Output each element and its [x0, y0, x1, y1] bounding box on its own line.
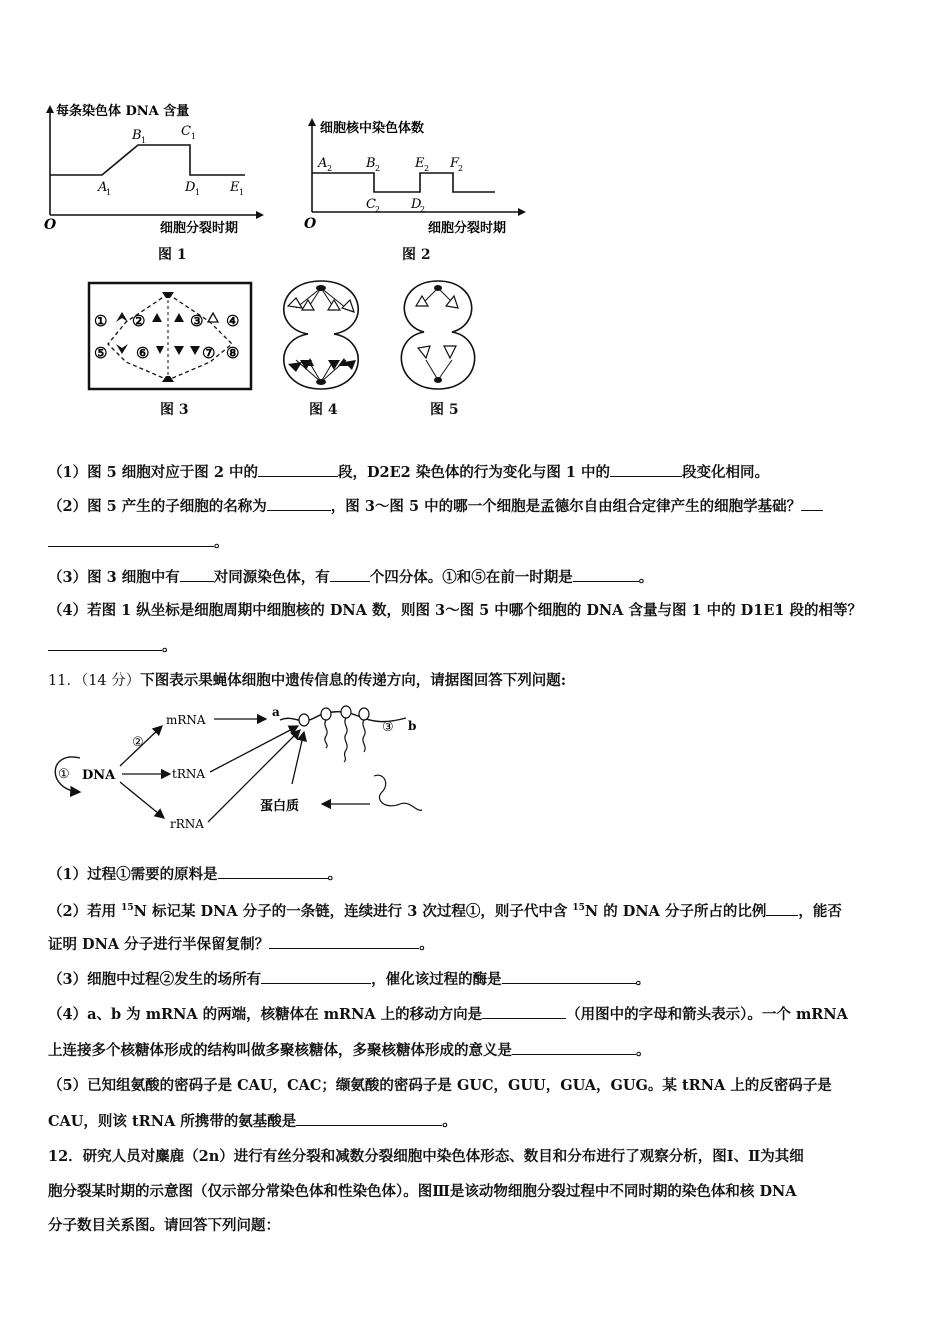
q11-header	[48, 671, 566, 691]
q12-line-3: 分子数目关系图。请回答下列问题：	[48, 1217, 280, 1234]
fig1-point-e: E	[230, 180, 240, 195]
fig2-point-a: A	[318, 156, 328, 171]
fig2-xlabel: 细胞分裂时期	[428, 221, 507, 236]
svg-text:2: 2	[375, 205, 381, 214]
fig5-caption: 图 5	[430, 402, 459, 418]
q12-line-1: 12．研究人员对麋鹿（2n）进行有丝分裂和减数分裂细胞中染色体形态、数目和分布进行了观察分析，图Ⅰ、Ⅱ为其细	[48, 1148, 804, 1165]
answer-blank[interactable]	[482, 1004, 566, 1019]
gene-expression-diagram	[44, 700, 434, 840]
fig1-origin: O	[44, 217, 57, 233]
fig2-caption: 图 2	[402, 247, 431, 263]
svg-text:1: 1	[141, 136, 147, 145]
q11-item-4-cont: 上连接多个核糖体形成的结构叫做多聚核糖体，多聚核糖体形成的意义是 。	[48, 1042, 651, 1059]
answer-blank[interactable]	[267, 496, 331, 511]
q10-item-2: （2）图 5 产生的子细胞的名称为 ，图 3～图 5 中的哪一个细胞是孟德尔自由组合定律产生的细胞学基础？	[48, 496, 823, 517]
answer-blank[interactable]	[801, 496, 823, 511]
answer-blank[interactable]	[610, 462, 682, 477]
mrna-end-b: b	[408, 719, 417, 733]
fig3-num-4: ④	[226, 312, 240, 330]
q10-item-2-cont: 。	[48, 532, 229, 553]
answer-blank[interactable]	[766, 901, 798, 916]
trna-label: tRNA	[172, 767, 206, 781]
fig2-point-d: D	[411, 197, 422, 212]
answer-blank[interactable]	[269, 934, 419, 949]
fig2-point-f: F	[450, 156, 460, 171]
answer-blank[interactable]	[512, 1040, 636, 1055]
q12-line-2: 胞分裂某时期的示意图（仅示部分常染色体和性染色体）。图Ⅲ是该动物细胞分裂过程中不同时期的染色体和核 DNA	[48, 1183, 797, 1200]
svg-text:2: 2	[327, 164, 333, 173]
q10-item-4-cont: 。	[48, 636, 177, 657]
answer-blank[interactable]	[261, 969, 371, 984]
fig3-num-3: ③	[190, 312, 204, 330]
answer-blank[interactable]	[48, 636, 162, 651]
answer-blank[interactable]	[258, 462, 338, 477]
svg-text:1: 1	[195, 188, 201, 197]
svg-text:2: 2	[420, 205, 426, 214]
fig3-num-1: ①	[94, 312, 108, 330]
svg-text:2: 2	[424, 164, 430, 173]
fig1-xlabel: 细胞分裂时期	[160, 221, 239, 236]
fig2-point-c: C	[366, 197, 376, 212]
fig1-caption: 图 1	[158, 247, 187, 263]
answer-blank[interactable]	[180, 567, 214, 582]
fig4-caption: 图 4	[309, 402, 338, 418]
answer-blank[interactable]	[330, 567, 370, 582]
fig2-point-e: E	[415, 156, 425, 171]
q11-item-2: （2）若用 $^{15}$N 标记某 DNA 分子的一条链，连续进行 3 次过程①，则子代中含 $^{15}$N 的 DNA 分子所占的比例 ，能否	[48, 902, 842, 920]
fig2-ylabel: 细胞核中染色体数	[320, 121, 425, 136]
q11-item-1: （1）过程①需要的原料是 。	[48, 866, 343, 883]
q10-item-3: （3）图 3 细胞中有 对同源染色体，有 个四分体。①和⑤在前一时期是 。	[48, 569, 654, 586]
figure-3-cell	[86, 280, 256, 392]
figure-1-chart	[40, 95, 270, 245]
svg-text:1: 1	[106, 188, 112, 197]
process-3-label: ③	[382, 720, 394, 735]
figure-4-cell	[266, 276, 376, 394]
q10-item-1: （1）图 5 细胞对应于图 2 中的 段，D2E2 染色体的行为变化与图 1 中的 段变化相同。	[48, 464, 770, 481]
mrna-label: mRNA	[166, 713, 206, 727]
q11-stem: 下图表示果蝇体细胞中遗传信息的传递方向，请据图回答下列问题:	[140, 672, 567, 689]
svg-text:1: 1	[239, 188, 245, 197]
figure-2-chart	[300, 110, 530, 245]
fig1-point-b: B	[132, 128, 142, 143]
q11-item-4: （4）a、b 为 mRNA 的两端，核糖体在 mRNA 上的移动方向是 （用图中的字母和箭头表示）。一个 mRNA	[48, 1006, 848, 1023]
dna-label: DNA	[82, 768, 116, 783]
fig1-point-d: D	[185, 180, 196, 195]
fig2-point-b: B	[366, 156, 376, 171]
q11-item-5: （5）已知组氨酸的密码子是 CAU，CAC；缬氨酸的密码子是 GUC，GUU，GUA，GUG。某 tRNA 上的反密码子是	[48, 1077, 832, 1094]
answer-blank[interactable]	[502, 969, 636, 984]
q11-number: 11．（14 分）	[48, 673, 141, 689]
fig3-num-8: ⑧	[226, 344, 240, 362]
svg-text:2: 2	[375, 164, 381, 173]
svg-text:2: 2	[458, 164, 464, 173]
fig3-caption: 图 3	[160, 402, 189, 418]
answer-blank[interactable]	[218, 864, 328, 879]
fig3-num-6: ⑥	[136, 344, 150, 362]
answer-blank[interactable]	[296, 1111, 442, 1126]
q11-item-5-cont: CAU，则该 tRNA 所携带的氨基酸是 。	[48, 1113, 457, 1130]
q11-item-2-cont: 证明 DNA 分子进行半保留复制？ 。	[48, 936, 434, 953]
mrna-end-a: a	[272, 705, 280, 719]
protein-label: 蛋白质	[260, 799, 300, 814]
fig1-point-c: C	[181, 124, 191, 139]
fig3-num-5: ⑤	[94, 344, 108, 362]
q10-item-4: （4）若图 1 纵坐标是细胞周期中细胞核的 DNA 数，则图 3～图 5 中哪个细胞的 DNA 含量与图 1 中的 D1E1 段的相等？	[48, 602, 863, 619]
figure-5-cell	[388, 276, 488, 394]
fig1-ylabel: 每条染色体 DNA 含量	[56, 104, 190, 119]
fig3-num-2: ②	[132, 312, 146, 330]
fig3-num-7: ⑦	[202, 344, 216, 362]
answer-blank[interactable]	[573, 567, 639, 582]
q11-item-3: （3）细胞中过程②发生的场所有 ，催化该过程的酶是 。	[48, 971, 651, 988]
answer-blank[interactable]	[48, 532, 214, 547]
fig2-origin: O	[304, 216, 317, 232]
rrna-label: rRNA	[170, 817, 204, 831]
process-2-label: ②	[132, 735, 144, 750]
process-1-label: ①	[58, 767, 70, 782]
svg-text:1: 1	[191, 132, 197, 141]
fig1-point-a: A	[98, 180, 108, 195]
